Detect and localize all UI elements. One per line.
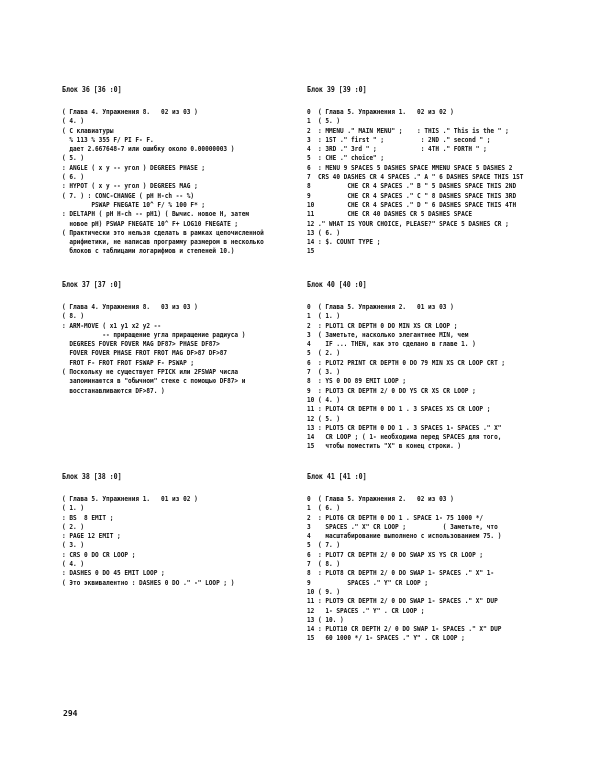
line-text: : PLOT6 CR DEPTH 0 DO 1 . SPACE 1- 75 1000 */ xyxy=(318,513,484,523)
line-text: ( Глава 5. Упражнения 1. 02 из 02 ) xyxy=(318,108,454,117)
code-line xyxy=(307,246,557,257)
line-number: 15 xyxy=(307,442,315,451)
line-number: 2 xyxy=(307,321,311,331)
line-text: % 113 % 355 F/ PI F- F. xyxy=(62,136,154,145)
line-text: ( Глава 5. Упражнения 2. 02 из 03 ) xyxy=(318,495,454,504)
line-text: ( Заметьте, насколько элегантнее MIN, чем xyxy=(318,331,469,340)
line-text: ." WHAT IS YOUR CHOICE, PLEASE?" SPACE 5 DASHES CR ; xyxy=(318,219,509,229)
line-number: 13 xyxy=(307,229,315,238)
line-number: 10 xyxy=(307,396,315,405)
line-number: 1 xyxy=(307,504,311,513)
line-text: FROT F- FROT FROT FSWAP F- PSWAP ; xyxy=(62,358,195,368)
line-text: ( 1. ) xyxy=(62,504,85,513)
line-text: : PLOT9 CR DEPTH 2/ 0 DO SWAP 1- SPACES ." X" DUP xyxy=(318,597,498,606)
line-number: 5 xyxy=(307,154,311,163)
line-text: чтобы поместить "X" в конец строки. ) xyxy=(318,442,462,451)
line-number: 14 xyxy=(307,238,315,247)
line-text: ( 5. ) xyxy=(318,414,341,424)
line-text: ( 1. ) xyxy=(318,312,341,321)
line-text: ( 2. ) xyxy=(318,349,341,358)
code-line xyxy=(62,246,312,257)
line-text: 1- SPACES ." Y" . CR LOOP ; xyxy=(318,606,425,616)
line-text: PSWAP FNEGATE 10^ F/ % 100 F* ; xyxy=(62,201,206,210)
line-number: 13 xyxy=(307,424,315,433)
code-block-37 xyxy=(62,280,312,395)
line-text: DEGREES FOVER FOVER MAG DF87> PHASE DF87> xyxy=(62,340,220,349)
line-text: : CHE ." choice" ; xyxy=(318,154,385,163)
line-text: ( 5. ) xyxy=(62,154,85,163)
line-text: запоминаются в "обычном" стеке с помощью DF87> и xyxy=(62,377,246,386)
line-text: дает 2.667648-7 или ошибку около 0.00000003 ) xyxy=(62,145,235,154)
line-text: ( 6. ) xyxy=(318,504,341,513)
line-text: ( 4. ) xyxy=(318,396,341,405)
line-number: 10 xyxy=(307,588,315,597)
line-text: : MENU 9 SPACES 5 DASHES SPACE MMENU SPACE 5 DASHES 2 xyxy=(318,163,513,173)
line-number: 9 xyxy=(307,386,311,396)
line-text: : PLOT2 PRINT CR DEPTH 0 DO 79 MIN XS CR LOOP CRT ; xyxy=(318,358,506,368)
line-text: : PLOT3 CR DEPTH 2/ 0 DO YS CR XS CR LOOP ; xyxy=(318,386,476,396)
line-text: ( 5. ) xyxy=(318,117,341,126)
line-number: 11 xyxy=(307,405,315,414)
line-text: : DELTAPH ( pH H-ch -- pH1) ( Вычис. новое H, затем xyxy=(62,210,250,219)
code-line xyxy=(62,386,312,397)
line-text: арифметики, не написав программу размером в несколько xyxy=(62,238,264,247)
line-text: -- приращение угла приращение радиуса ) xyxy=(62,331,246,340)
line-text: ( Глава 4. Упражнения 8. 02 из 03 ) xyxy=(62,108,198,117)
code-lines xyxy=(62,302,312,395)
line-number: 6 xyxy=(307,550,311,560)
line-number: 12 xyxy=(307,414,315,424)
line-number: 3 xyxy=(307,136,311,145)
line-number: 12 xyxy=(307,219,315,229)
line-number: 1 xyxy=(307,117,311,126)
line-number: 8 xyxy=(307,377,311,386)
line-text: ( 8. ) xyxy=(62,312,85,321)
line-text: : PAGE 12 EMIT ; xyxy=(62,532,121,541)
line-number: 11 xyxy=(307,210,315,219)
line-number: 4 xyxy=(307,340,311,349)
line-number: 0 xyxy=(307,303,311,312)
line-number: 4 xyxy=(307,532,311,541)
line-text: : ANGLE ( x y -- угол ) DEGREES PHASE ; xyxy=(62,163,206,173)
line-text: CHE CR 40 DASHES CR 5 DASHES SPACE xyxy=(318,210,473,219)
line-text: ( 7. ) : CONC-CHANGE ( pH H-ch -- %) xyxy=(62,191,195,201)
block-header: Блок 40 [40 :0] xyxy=(307,280,367,290)
line-number: 14 xyxy=(307,433,315,442)
line-text: : BS 8 EMIT ; xyxy=(62,513,114,523)
line-text: ( 9. ) xyxy=(318,588,341,597)
line-number: 14 xyxy=(307,625,315,634)
line-text: ( 6. ) xyxy=(318,229,341,238)
line-number: 13 xyxy=(307,616,315,625)
line-number: 4 xyxy=(307,145,311,154)
line-number: 6 xyxy=(307,163,311,173)
line-text: : PLOT5 CR DEPTH 0 DO 1 . 3 SPACES 1- SPACES ." X" xyxy=(318,424,502,433)
line-number: 2 xyxy=(307,126,311,136)
line-text: : YS 0 DO 89 EMIT LOOP ; xyxy=(318,377,407,386)
line-text: ( Глава 5. Упражнения 2. 01 из 03 ) xyxy=(318,303,454,312)
code-block-41 xyxy=(307,472,557,643)
code-block-39 xyxy=(307,85,557,256)
line-number: 2 xyxy=(307,513,311,523)
line-text: FOVER FOVER PHASE FROT FROT MAG DF>87 DF>87 xyxy=(62,349,228,358)
line-number: 9 xyxy=(307,191,311,201)
code-line xyxy=(307,633,557,644)
code-lines xyxy=(62,107,312,256)
block-header: Блок 36 [36 :0] xyxy=(62,85,122,95)
code-block-40 xyxy=(307,280,557,451)
line-text: блоков с таблицами логарифмов и степеней 10.) xyxy=(62,247,235,256)
line-number: 0 xyxy=(307,495,311,504)
line-number: 9 xyxy=(307,578,311,588)
line-text: ( С клавиатуры xyxy=(62,126,114,136)
line-text: : PLOT4 CR DEPTH 0 DO 1 . 3 SPACES XS CR LOOP ; xyxy=(318,405,491,414)
code-line xyxy=(62,578,312,589)
line-text: новое pH) PSWAP FNEGATE 10^ F+ LOG10 FNEGATE ; xyxy=(62,219,239,229)
line-number: 8 xyxy=(307,569,311,578)
block-header: Блок 37 [37 :0] xyxy=(62,280,122,290)
line-number: 12 xyxy=(307,606,315,616)
line-number: 6 xyxy=(307,358,311,368)
line-text: ( 7. ) xyxy=(318,541,341,550)
line-text: ( Глава 4. Упражнения 8. 03 из 03 ) xyxy=(62,303,198,312)
code-block-38 xyxy=(62,472,312,587)
line-text: ( Поскольку не существует FPICK или 2FSWAP числа xyxy=(62,368,239,377)
line-text: ( Это эквивалентно : DASHES 0 DO ." -" LOOP ; ) xyxy=(62,578,235,588)
code-lines xyxy=(307,302,557,451)
line-text: : DASHES 0 DO 45 EMIT LOOP ; xyxy=(62,569,165,578)
code-block-36 xyxy=(62,85,312,256)
line-text: : 1ST ." first " ; : 2ND ." second " ; xyxy=(318,136,491,145)
line-number: 0 xyxy=(307,108,311,117)
line-text: : PLOT8 CR DEPTH 2/ 0 DO SWAP 1- SPACES ." X" 1- xyxy=(318,569,495,578)
line-text: масштабирование выполнено с использованием 75. ) xyxy=(318,532,502,541)
line-text: ( 3. ) xyxy=(318,368,341,377)
line-number: 8 xyxy=(307,182,311,191)
line-text: CHE CR 4 SPACES ." D " 6 DASHES SPACE THIS 4TH xyxy=(318,201,517,210)
line-text: : HYPOT ( x y -- угол ) DEGREES MAG ; xyxy=(62,182,198,191)
line-text: ( 10. ) xyxy=(318,616,344,625)
line-text: восстанавливаются DF>87. ) xyxy=(62,386,165,396)
line-text: SPACES ." X" CR LOOP ; ( Заметьте, что xyxy=(318,523,498,532)
line-text: : PLOT10 CR DEPTH 2/ 0 DO SWAP 1- SPACES ." X" DUP xyxy=(318,625,502,634)
line-text: CHE CR 4 SPACES ." B " 5 DASHES SPACE THIS 2ND xyxy=(318,182,517,191)
line-text: CRS 40 DASHES CR 4 SPACES ." A " 6 DASHES SPACE THIS 1ST xyxy=(318,173,524,182)
line-number: 15 xyxy=(307,247,315,256)
line-text: 60 1000 */ 1- SPACES ." Y" . CR LOOP ; xyxy=(318,634,465,643)
line-text: : 3RD ." 3rd " ; : 4TH ." FORTH " ; xyxy=(318,145,487,154)
line-text: : PLOT7 CR DEPTH 2/ 0 DO SWAP XS YS CR LOOP ; xyxy=(318,550,484,560)
line-text: : ARM-MOVE ( x1 y1 x2 y2 -- xyxy=(62,321,162,331)
line-number: 3 xyxy=(307,331,311,340)
line-text: : $. COUNT TYPE ; xyxy=(318,238,381,247)
block-header: Блок 39 [39 :0] xyxy=(307,85,367,95)
line-text: SPACES ." Y" CR LOOP ; xyxy=(318,578,429,588)
line-number: 11 xyxy=(307,597,315,606)
code-lines xyxy=(62,494,312,587)
line-number: 7 xyxy=(307,560,311,569)
code-lines xyxy=(307,494,557,643)
line-text: ( 2. ) xyxy=(62,523,85,532)
line-text: ( Глава 5. Упражнения 1. 01 из 02 ) xyxy=(62,495,198,504)
code-line xyxy=(307,441,557,452)
page-number: 294 xyxy=(63,709,78,718)
line-number: 3 xyxy=(307,523,311,532)
line-number: 5 xyxy=(307,349,311,358)
line-text: ( 3. ) xyxy=(62,541,85,550)
line-number: 5 xyxy=(307,541,311,550)
line-text: CR LOOP ; ( 1- необходима перед SPACES для того, xyxy=(318,433,502,442)
line-text: CHE CR 4 SPACES ." C " 8 DASHES SPACE THIS 3RD xyxy=(318,191,517,201)
line-number: 1 xyxy=(307,312,311,321)
line-text: : PLOT1 CR DEPTH 0 DO MIN XS CR LOOP ; xyxy=(318,321,458,331)
line-text: ( 6. ) xyxy=(62,173,85,182)
line-text: ( 4. ) xyxy=(62,117,85,126)
line-number: 7 xyxy=(307,173,311,182)
line-text: ( 8. ) xyxy=(318,560,341,569)
line-text: IF ... THEN, как это сделано в главе 1. ) xyxy=(318,340,476,349)
block-header: Блок 38 [38 :0] xyxy=(62,472,122,482)
line-text: ( 4. ) xyxy=(62,560,85,569)
line-number: 10 xyxy=(307,201,315,210)
line-text: ( Практически это нельзя сделать в рамках цепочисленной xyxy=(62,229,264,238)
block-header: Блок 41 [41 :0] xyxy=(307,472,367,482)
code-lines xyxy=(307,107,557,256)
line-number: 15 xyxy=(307,634,315,643)
line-text: : MMENU ." MAIN MENU" ; : THIS ." This is the " ; xyxy=(318,126,509,136)
line-number: 7 xyxy=(307,368,311,377)
line-text: : CRS 0 DO CR LOOP ; xyxy=(62,550,136,560)
